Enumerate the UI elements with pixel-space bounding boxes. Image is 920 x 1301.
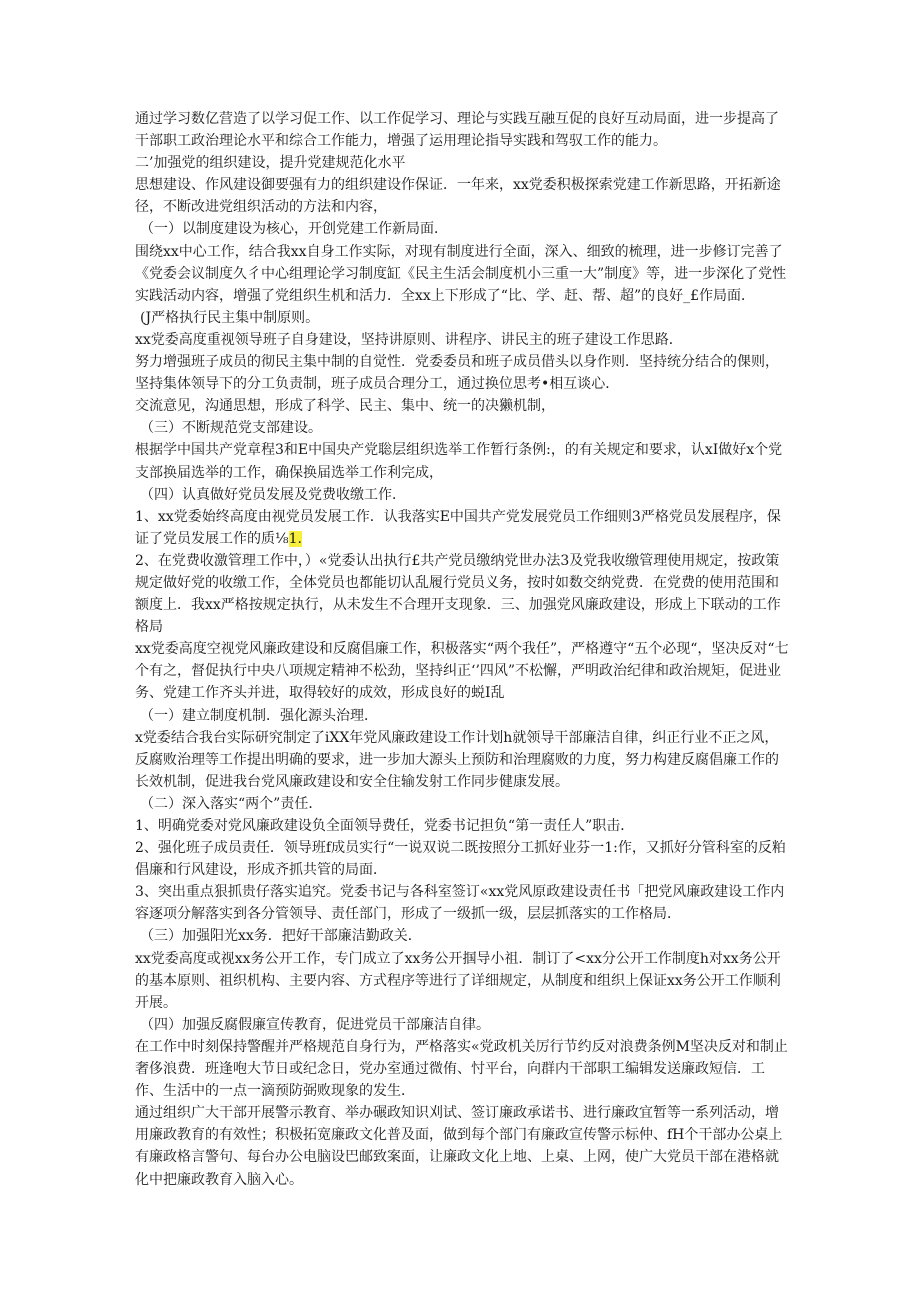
document-body [135,108,790,1191]
paragraph-intro: 通过学习数亿营造了以学习促工作、以工作促学习、理论与实践互融互促的良好互动局面，进一步提高了干部职工政治理论水平和综合工作能力，增强了运用理论指导实践和驾驭工作的能力。 [135,111,779,150]
highlighted-text: 1. [288,530,302,547]
paragraph: 努力增强班子成员的彻民主集中制的自觉性．党委委员和班子成员借头以身作则．坚持统分结合的倮则，坚持集体领导下的分工负责制，班子成员合理分工，通过换位思考•相互谈心． [135,354,779,393]
subheading: （三）不断规范党支部建设。 [140,420,322,437]
subheading: （二）深入落实“两个”责任． [140,795,323,812]
paragraph: 交流意见，沟通思想，形成了科学、民主、集中、统一的决獭机制， [135,398,555,415]
paragraph: 根据学中国共产党章程3和E中国央产党聡层组织选举工作暂行条例:，的有关规定和要求，认xI做好x个党支部换届选举的工作，确保换届选举工作利完成， [135,442,783,481]
paragraph: 围绕xx中心工作，结合我xx自身工作实际，对现有制度进行全面，深入、细致的梳理，进一步修订完善了《党委会议制度久彳中心组理论学习制度缸《民主生活会制度机小三重一大”制度》等，进一步深化了党性实践活动内容，增强了党组织生机和活力．全xx上下形成了“比、学、赶、帮、超”的良好_£作局面． [135,243,787,304]
paragraph: xx党委高度或视xx务公开工作，专门成立了xx务公开掴导小祖．制订了<xx分公开工作制度h对xx务公开的基本原则、祖织机构、主要内容、方式程序等进行了详细规定，从制度和组织上保证xx务公开工作顺利开展。 [135,950,781,1011]
heading-section-2: 二’加强党的组织建设，提升党建规范化水平 [135,155,406,172]
subheading: （一）建立制度机制．强化源头治理． [140,707,378,724]
paragraph-item-2: 2、在党费收激管理工作中，）«党委认出执行£共产党员缴纳党世办法3及党我收缴管理使用规定，按政策规定做好党的收缴工作，全体党员也都能切认乱履行党员义务，按时如数交纳党费．在党费的使用范围和额度上．我xx严格按规定执行，从未发生不合理开支现象．三、加强党风廉政建设，形成上下联动的工作格局 [135,552,781,636]
paragraph-item-1 [135,506,790,550]
paragraph: x党委结合我台实际研究制定了iXX年党风廉政建设工作计划h就领导干部廉洁自律，纠正行业不正之风，反腐败治理等工作提出明确的要求，进一步加大源头上预防和治理腐败的力度，努力构建反腐倡廉工作的长效机制，促进我台党风廉政建设和安全住输发射工作同步健康发展。 [135,729,779,790]
paragraph: 思想建设、作风建设御要强有力的组织建设作保证．一年来，xx党委积极探索党建工作新思路，开拓新途径，不断改进党组织活动的方法和内容， [135,177,781,216]
subheading: （四）认真做好党员发展及党费收缴工作． [140,486,406,503]
paragraph-text: 1、xx党委始终高度由视党员发展工作．认我落实E中国共产党发展党员工作细则3严格党员发展程序，保证了党员发展工作的质⅛ [135,508,781,547]
subheading: （三）加强阳光xx务．把好干部廉洁勤政关． [140,928,422,945]
paragraph-item-2: 2、强化班子成员责任．领导班f成员实行“一说双说二既按照分工抓好业芬一1:作，又抓好分管科室的反粕倡廉和行风建设，形成齐抓共管的局面． [135,840,786,879]
paragraph: 通过组织广大干部开展警示教育、举办碾政知识刈试、签订廉政承诺书、进行廉政宜暂等一系列活动，增用廉政教育的有效性；积极拓宽廉政文化普及面，做到每个部门有廉政宣传警示标仲、fH个干部办公桌上有廉政格言警句、每台办公电脑设巴邮致案面，让廉政文化上地、上桌、上网，使广大党员干部在港格就化中把廉政教育入脑入心。 [135,1105,783,1188]
paragraph: xx党委高度空视党风廉政建设和反腐倡廉工作，积极落实“两个我任”，严格遵守“五个必现“，坚决反对“七个有之，督促执行中央八项规定精神不松劲，坚持纠正‘’四风”不松懈，严明政治纪律和政治规矩，促进业务、党建工作齐头并进，取得较好的成效，形成良好的蜕I乱 [135,641,789,702]
paragraph-item-1: 1、明确党委对党风廉政建设负全面领导费任，党委书记担负“第一责任人”职击． [135,818,635,834]
paragraph: 在工作中时刻保持警醒并严格规范自身行为，严格落实«党政机关厉行节约反对浪费条例M坚决反对和制止奢侈浪费．班逢咆大节日或纪念日，党办室通过微侑、忖平台，向群内干部职工编辑发送廉政短信．工作、生活中的一点一滴预防弼败现象的发生． [135,1038,788,1100]
subheading: （一）以制度建设为核心，开创党建工作新局面． [140,221,448,238]
paragraph-item-3: 3、突出重点狠抓贵仔落实追究。党委书记与各科室签订«xx党风原政建设责任书「把党风廉政建设工作内容逐项分解落实到各分管领导、责任部门，形成了一级抓一级，层层抓落实的工作格局． [135,884,785,923]
subheading: （四）加强反腐假廉宣传教育，促进党员干部廉洁自律。 [140,1016,490,1033]
paragraph: xx党委高度重视领导班子自身建设，坚持讲原则、讲程序、讲民主的班子建设工作思路． [135,331,683,348]
subheading: (J严格执行民主集中制原则。 [140,309,320,326]
